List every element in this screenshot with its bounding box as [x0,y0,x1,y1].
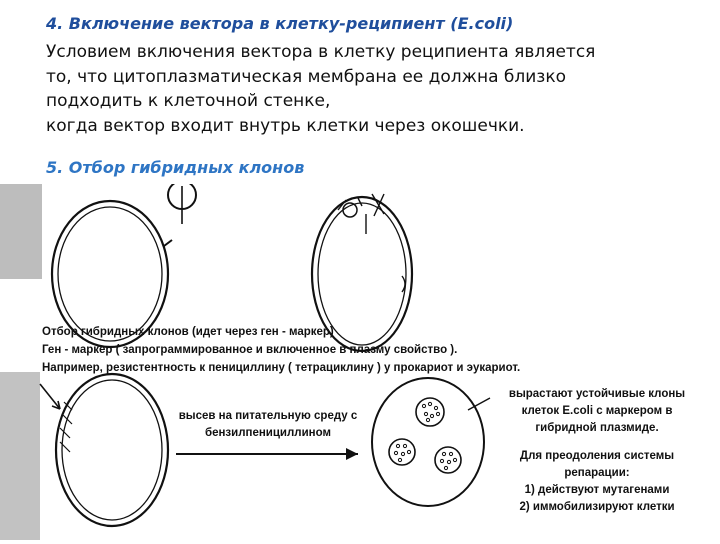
cell-with-marker [40,374,168,526]
figure-caption-line: Отбор гибридных клонов (идет через ген - маркер) [42,326,334,338]
body-paragraph [46,40,706,138]
scan-edge-top [0,184,42,279]
right-note-line: Для преодоления системы [519,450,675,462]
colony [435,447,461,473]
scan-edge-bottom [0,372,40,540]
figure-caption-line: Ген - маркер ( запрограммированное и включенное в плазму свойство ). [42,344,458,356]
colony [416,398,444,426]
paragraph-line: Условием включения вектора в клетку реципиента является [46,42,596,62]
arrow-label-line: бензилпенициллином [204,427,332,439]
right-note-line: гибридной плазмиде. [535,422,659,434]
right-note-line: 2) иммобилизируют клетки [519,501,675,513]
paragraph-line: подходить к клеточной стенке, [46,91,331,111]
figure-caption-line: Например, резистентность к пенициллину ( тетрациклину ) у прокариот и эукариот. [42,362,521,374]
right-note-line: 1) действуют мутагенами [524,484,670,496]
section-heading-5: 5. Отбор гибридных клонов [46,158,305,177]
arrow-icon [40,384,60,409]
section-heading-4: 4. Включение вектора в клетку-реципиент (E.coli) [46,14,514,33]
paragraph-line: то, что цитоплазматическая мембрана ее должна близко [46,66,567,87]
seeding-arrow [176,448,358,460]
cell-with-vector-outside [52,184,196,347]
cloning-figure [0,184,720,540]
petri-dish [372,378,484,506]
right-note-line: репарации: [564,467,630,479]
right-note-line: клеток E.coli с маркером в [521,405,673,417]
paragraph-line: когда вектор входит внутрь клетки через окошечки. [46,115,525,136]
arrow-label-line: высев на питательную среду с [178,410,358,422]
colony [389,439,415,465]
right-note-line: вырастают устойчивые клоны [508,388,686,400]
